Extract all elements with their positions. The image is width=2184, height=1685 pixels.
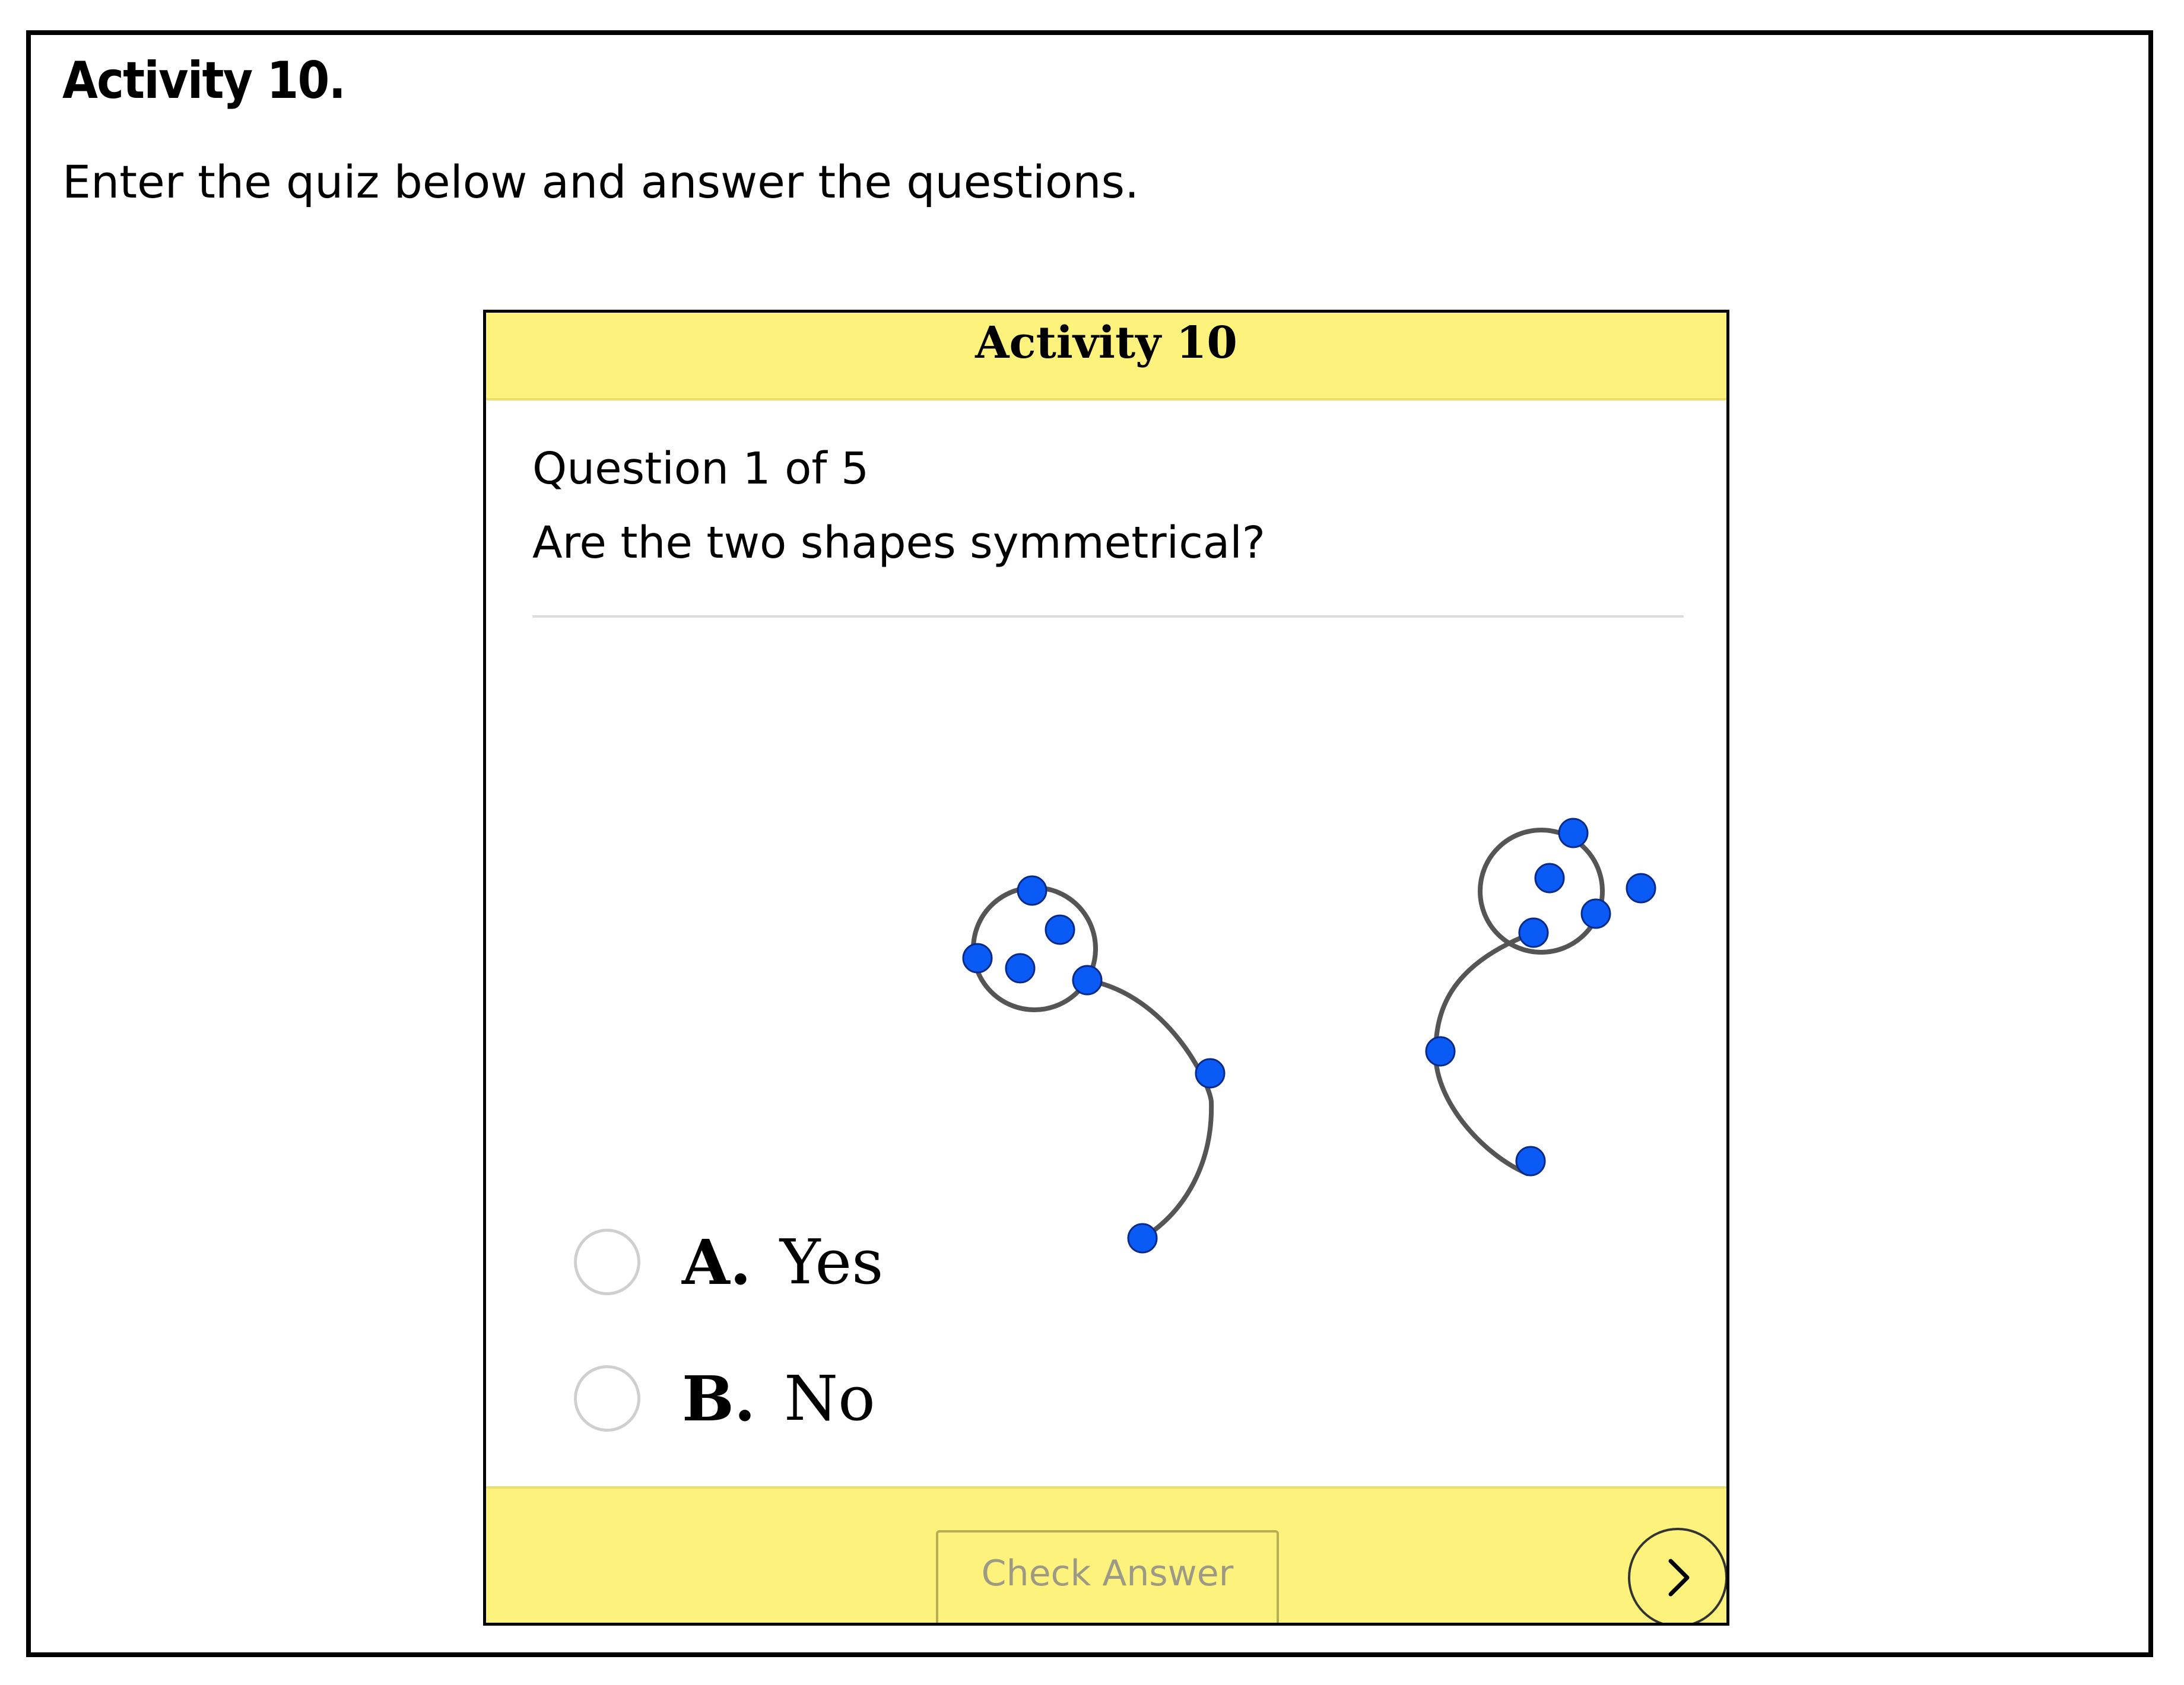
option-a[interactable]: [574, 1223, 883, 1301]
page-title: Activity 10.: [62, 51, 345, 110]
left-shape-dot: [1196, 1059, 1224, 1088]
left-shape-dot: [963, 944, 992, 972]
option-b-text: No: [784, 1362, 875, 1435]
next-button[interactable]: [1628, 1528, 1728, 1626]
option-a-letter: A.: [682, 1225, 751, 1299]
quiz-title: Activity 10: [975, 317, 1237, 368]
right-shape-dot: [1519, 918, 1548, 947]
page-instruction: Enter the quiz below and answer the questions.: [62, 155, 1139, 208]
quiz-widget: [483, 310, 1729, 1626]
question-counter: Question 1 of 5: [532, 443, 869, 494]
left-shape-curve: [1087, 980, 1211, 1238]
check-answer-button[interactable]: Check Answer: [936, 1530, 1279, 1626]
right-shape-dot: [1582, 899, 1610, 928]
option-a-radio[interactable]: [574, 1229, 640, 1295]
option-b-radio[interactable]: [574, 1365, 640, 1432]
right-shape-dot: [1627, 874, 1655, 902]
option-a-text: Yes: [779, 1226, 884, 1298]
left-shape: [963, 876, 1224, 1252]
quiz-footer: [486, 1486, 1726, 1623]
left-shape-dot: [1006, 954, 1034, 983]
right-shape-dot: [1535, 864, 1564, 892]
option-b[interactable]: [574, 1360, 875, 1437]
left-shape-head-circle: [973, 888, 1096, 1010]
right-shape-dot: [1559, 819, 1588, 847]
right-shape-dot: [1426, 1037, 1455, 1066]
right-shape: [1426, 819, 1655, 1175]
option-b-letter: B.: [682, 1362, 756, 1435]
question-text: Are the two shapes symmetrical?: [532, 517, 1266, 568]
right-shape-dot: [1516, 1147, 1545, 1175]
left-shape-dot: [1128, 1224, 1157, 1252]
left-shape-dot: [1073, 966, 1101, 994]
left-shape-dot: [1018, 876, 1046, 905]
chevron-right-icon: [1654, 1554, 1702, 1601]
left-shape-dot: [1046, 915, 1074, 944]
